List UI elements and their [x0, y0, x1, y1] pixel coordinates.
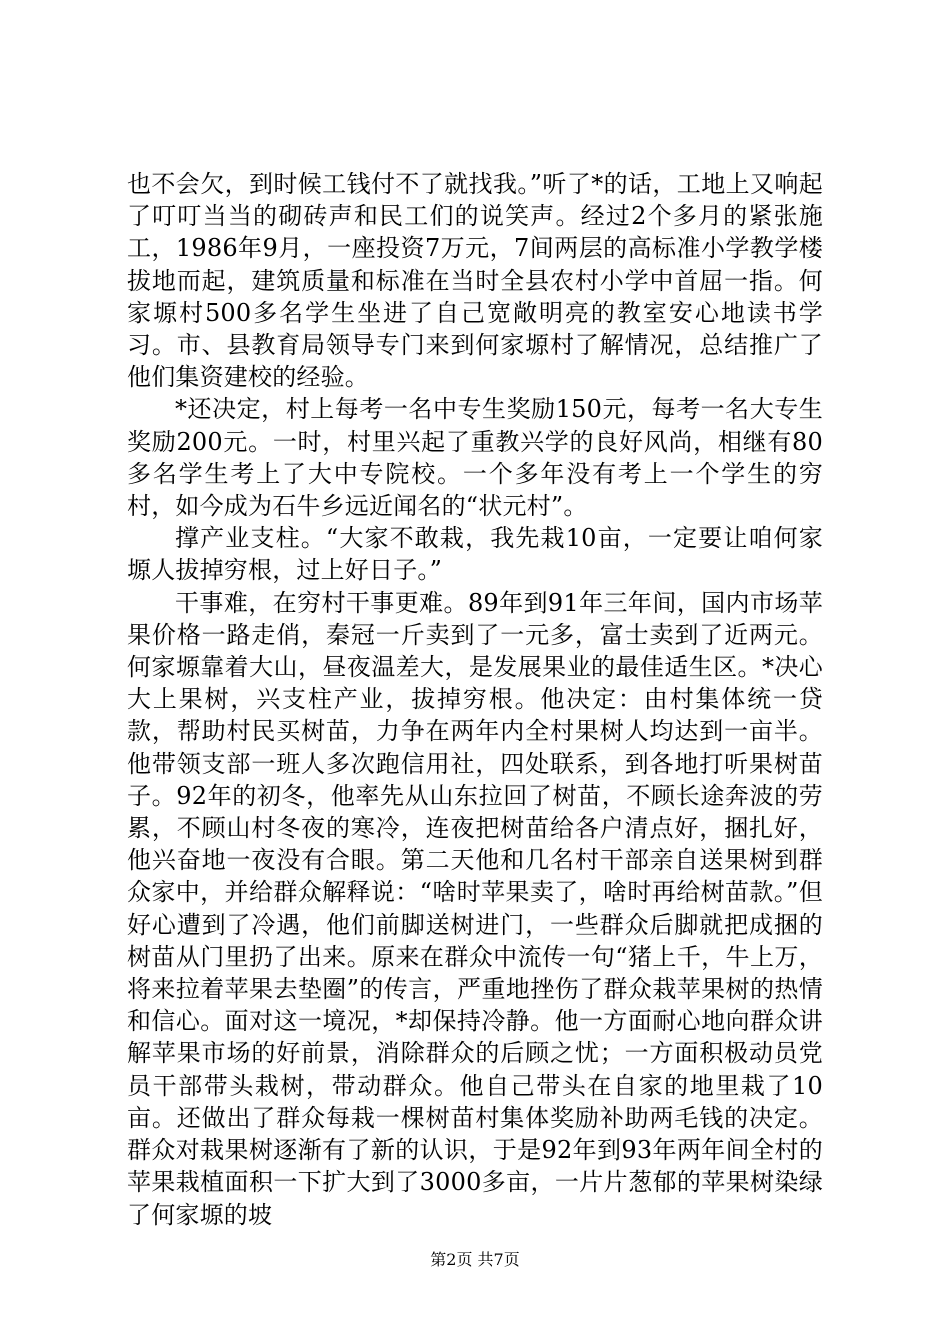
paragraph-apple-orchard: 干事难，在穷村干事更难。89年到91年三年间，国内市场苹果价格一路走俏，秦冠一斤卖到了一元多，富士卖到了近两元。何家塬靠着大山，昼夜温差大，是发展果业的最佳适生区。*决心大上果树，兴支柱产业，拔掉穷根。他决定：由村集体统一贷款，帮助村民买树苗，力争在两年内全村果树人均达到一亩半。他带领支部一班人多次跑信用社，四处联系，到各地打听果树苗子。92年的初冬，他率先从山东拉回了树苗，不顾长途奔波的劳累，不顾山村冬夜的寒冷，连夜把树苗给各户清点好，捆扎好，他兴奋地一夜没有合眼。第二天他和几名村干部亲自送果树到群众家中，并给群众解释说：“啥时苹果卖了，啥时再给树苗款。”但好心遭到了冷遇，他们前脚送树进门，一些群众后脚就把成捆的树苗从门里扔了出来。原来在群众中流传一句“猪上千，牛上万，将来拉着苹果去垫圈”的传言，严重地挫伤了群众栽苹果树的热情和信心。面对这一境况，*却保持冷静。他一方面耐心地向群众讲解苹果市场的好前景，消除群众的后顾之忧；一方面积极动员党员干部带头栽树，带动群众。他自己带头在自家的地里栽了10亩。还做出了群众每栽一棵树苗村集体奖励补助两毛钱的决定。群众对栽果树逐渐有了新的认识，于是92年到93年两年间全村的苹果栽植面积一下扩大到了3000多亩，一片片葱郁的苹果树染绿了何家塬的坡: [127, 588, 823, 1229]
paragraph-continuation: 也不会欠，到时候工钱付不了就找我。”听了*的话，工地上又响起了叮叮当当的砌砖声和民工们的说笑声。经过2个多月的紧张施工，1986年9月，一座投资7万元，7间两层的高标准小学教学楼拔地而起，建筑质量和标准在当时全县农村小学中首屈一指。何家塬村500多名学生坐进了自己宽敞明亮的教室安心地读书学习。市、县教育局领导专门来到何家塬村了解情况，总结推广了他们集资建校的经验。: [127, 170, 823, 392]
paragraph-industry-heading: 撑产业支柱。“大家不敢栽，我先栽10亩，一定要让咱何家塬人拔掉穷根，过上好日子。”: [127, 524, 823, 585]
page-number-footer: 第2页 共7页: [430, 1250, 520, 1269]
paragraph-scholarship: *还决定，村上每考一名中专生奖励150元，每考一名大专生奖励200元。一时，村里兴起了重教兴学的良好风尚，相继有80多名学生考上了大中专院校。一个多年没有考上一个学生的穷村，如今成为石牛乡远近闻名的“状元村”。: [127, 395, 823, 521]
document-body: [127, 168, 823, 1231]
